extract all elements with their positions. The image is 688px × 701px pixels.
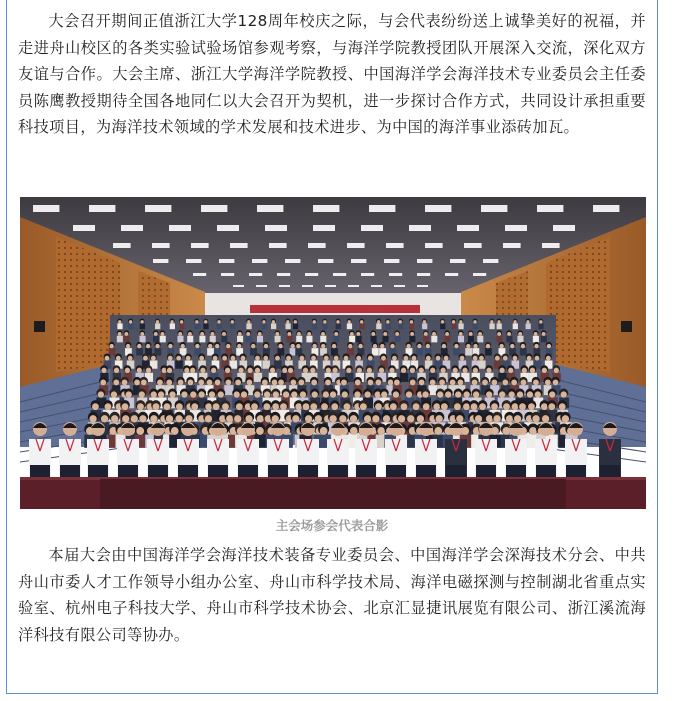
group-photo	[20, 197, 646, 509]
article-paragraph-2: 本届大会由中国海洋学会海洋技术装备专业委员会、中国海洋学会深海技术分会、中共舟山市委人才工作领导小组办公室、舟山市科学技术局、海洋电磁探测与控制湖北省重点实验室、杭州电子科技大学、舟山市科学技术协会、北京汇显捷讯展览有限公司、浙江溪流海洋科技有限公司等协办。	[18, 546, 646, 644]
photo-caption: 主会场参会代表合影	[275, 518, 389, 533]
article-paragraph-1: 大会召开期间正值浙江大学128周年校庆之际，与会代表纷纷送上诚挚美好的祝福，并走进舟山校区的各类实验试验场馆参观考察，与海洋学院教授团队开展深入交流，深化双方友谊与合作。大会主席、浙江大学海洋学院教授、中国海洋学会海洋技术专业委员会主任委员陈鹰教授期待全国各地同仁以大会召开为契机，进一步探讨合作方式，共同设计承担重要科技项目，为海洋技术领域的学术发展和技术进步、为中国的海洋事业添砖加瓦。	[18, 12, 646, 136]
back-banner	[250, 305, 420, 313]
right-speaker	[621, 321, 632, 332]
left-speaker	[34, 321, 45, 332]
stage-table	[100, 479, 566, 509]
